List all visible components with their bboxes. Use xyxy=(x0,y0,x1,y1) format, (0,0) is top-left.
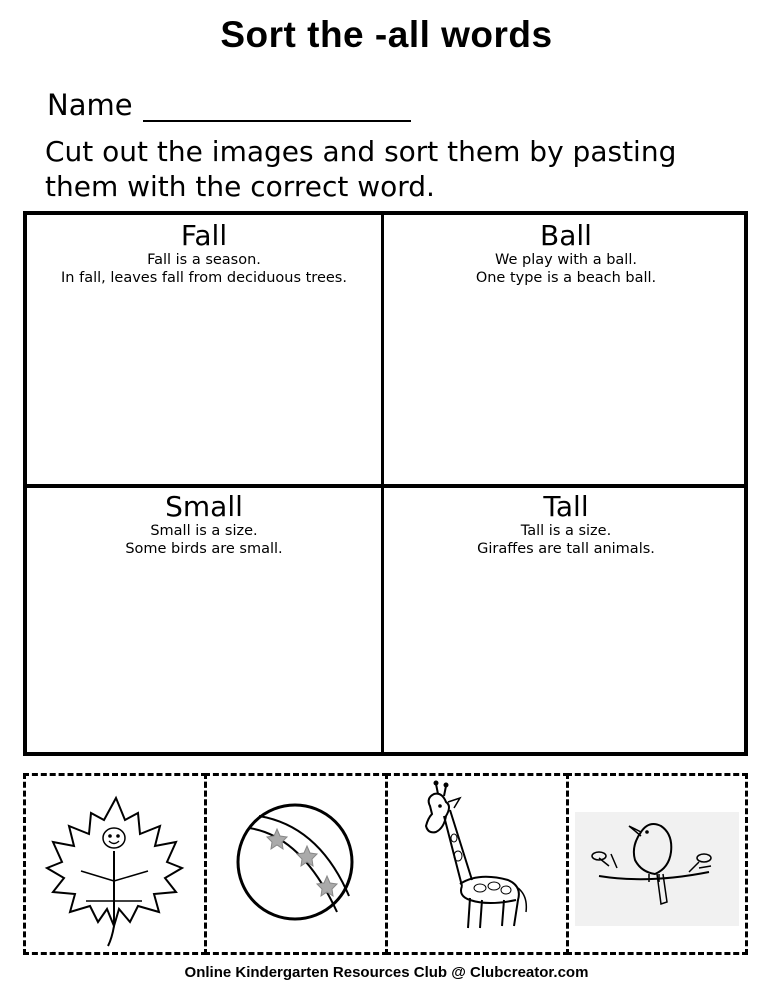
sort-box-small[interactable] xyxy=(27,492,381,558)
cutout-strip xyxy=(23,773,748,955)
name-blank[interactable] xyxy=(143,90,411,122)
box-description-line: Some birds are small. xyxy=(125,541,283,557)
bird-icon xyxy=(569,776,745,952)
box-description-line: Small is a size. xyxy=(150,523,258,539)
box-description-line: In fall, leaves fall from deciduous trees. xyxy=(61,270,347,286)
box-description-line: Tall is a size. xyxy=(520,523,612,539)
box-word: Fall xyxy=(180,219,228,252)
sort-box-fall[interactable] xyxy=(27,221,381,287)
box-word: Tall xyxy=(543,490,589,523)
sort-box-tall[interactable] xyxy=(384,492,748,558)
ball-icon xyxy=(207,776,385,952)
sort-box-ball[interactable] xyxy=(384,221,748,287)
box-word: Ball xyxy=(540,219,592,252)
instructions: Cut out the images and sort them by pasting them with the correct word. xyxy=(45,135,677,203)
sorting-grid xyxy=(23,211,748,756)
box-description-line: Giraffes are tall animals. xyxy=(477,541,655,557)
grid-divider-horizontal xyxy=(27,484,744,488)
cutout-card-bird[interactable] xyxy=(566,773,748,955)
cutout-card-ball[interactable] xyxy=(204,773,388,955)
box-description-line: We play with a ball. xyxy=(495,252,637,268)
name-row xyxy=(47,88,411,122)
box-word: Small xyxy=(165,490,243,523)
worksheet-title: Sort the -all words xyxy=(220,14,553,55)
box-description-line: One type is a beach ball. xyxy=(475,270,657,286)
giraffe-icon xyxy=(388,776,566,952)
cutout-card-giraffe[interactable] xyxy=(385,773,569,955)
cutout-card-leaf[interactable] xyxy=(23,773,207,955)
name-label: Name xyxy=(47,88,133,122)
leaf-icon xyxy=(26,776,204,952)
footer-credit: Online Kindergarten Resources Club @ Clubcreator.com xyxy=(184,964,589,981)
box-description-line: Fall is a season. xyxy=(147,252,261,268)
